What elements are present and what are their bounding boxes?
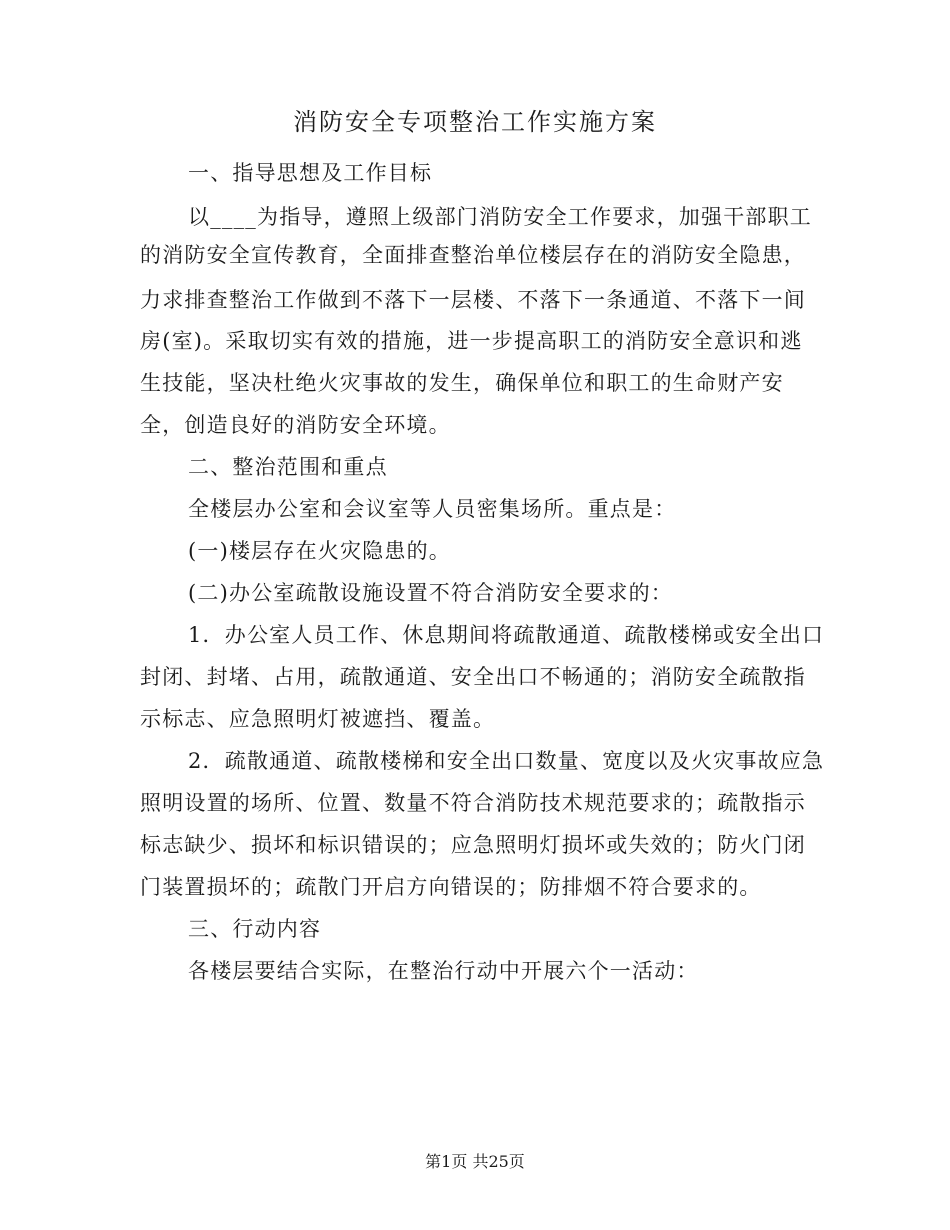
paragraph-line: 示标志、应急照明灯被遮挡、覆盖。 [140, 707, 496, 731]
paragraph-line: 的消防安全宣传教育，全面排查整治单位楼层存在的消防安全隐患， [140, 243, 806, 267]
document-title: 消防安全专项整治工作实施方案 [293, 108, 657, 136]
section-heading-2: 二、整治范围和重点 [188, 455, 388, 479]
paragraph-line: 全，创造良好的消防安全环境。 [140, 413, 451, 437]
page-number: 第1页 共25页 [425, 1152, 525, 1171]
paragraph-line: 照明设置的场所、位置、数量不符合消防技术规范要求的；疏散指示 [140, 791, 806, 815]
paragraph-line: 2．疏散通道、疏散楼梯和安全出口数量、宽度以及火灾事故应急 [188, 749, 825, 773]
list-item: (一)楼层存在火灾隐患的。 [188, 539, 451, 563]
paragraph-line: 全楼层办公室和会议室等人员密集场所。重点是： [188, 497, 677, 521]
paragraph-line: 以____为指导，遵照上级部门消防安全工作要求，加强干部职工 [188, 205, 812, 229]
paragraph-line: 力求排查整治工作做到不落下一层楼、不落下一条通道、不落下一间 [140, 288, 806, 312]
paragraph-line: 标志缺少、损坏和标识错误的；应急照明灯损坏或失效的；防火门闭 [140, 833, 806, 857]
section-heading-1: 一、指导思想及工作目标 [188, 161, 433, 185]
paragraph-line: 门装置损坏的；疏散门开启方向错误的；防排烟不符合要求的。 [140, 875, 762, 899]
list-item: (二)办公室疏散设施设置不符合消防安全要求的： [188, 581, 673, 605]
paragraph-line: 生技能，坚决杜绝火灾事故的发生，确保单位和职工的生命财产安 [140, 371, 784, 395]
section-heading-3: 三、行动内容 [188, 917, 322, 941]
paragraph-line: 1．办公室人员工作、休息期间将疏散通道、疏散楼梯或安全出口 [188, 623, 825, 647]
paragraph-line: 封闭、封堵、占用，疏散通道、安全出口不畅通的；消防安全疏散指 [140, 665, 806, 689]
paragraph-line: 各楼层要结合实际，在整治行动中开展六个一活动： [188, 959, 699, 983]
paragraph-line: 房(室)。采取切实有效的措施，进一步提高职工的消防安全意识和逃 [140, 329, 803, 353]
